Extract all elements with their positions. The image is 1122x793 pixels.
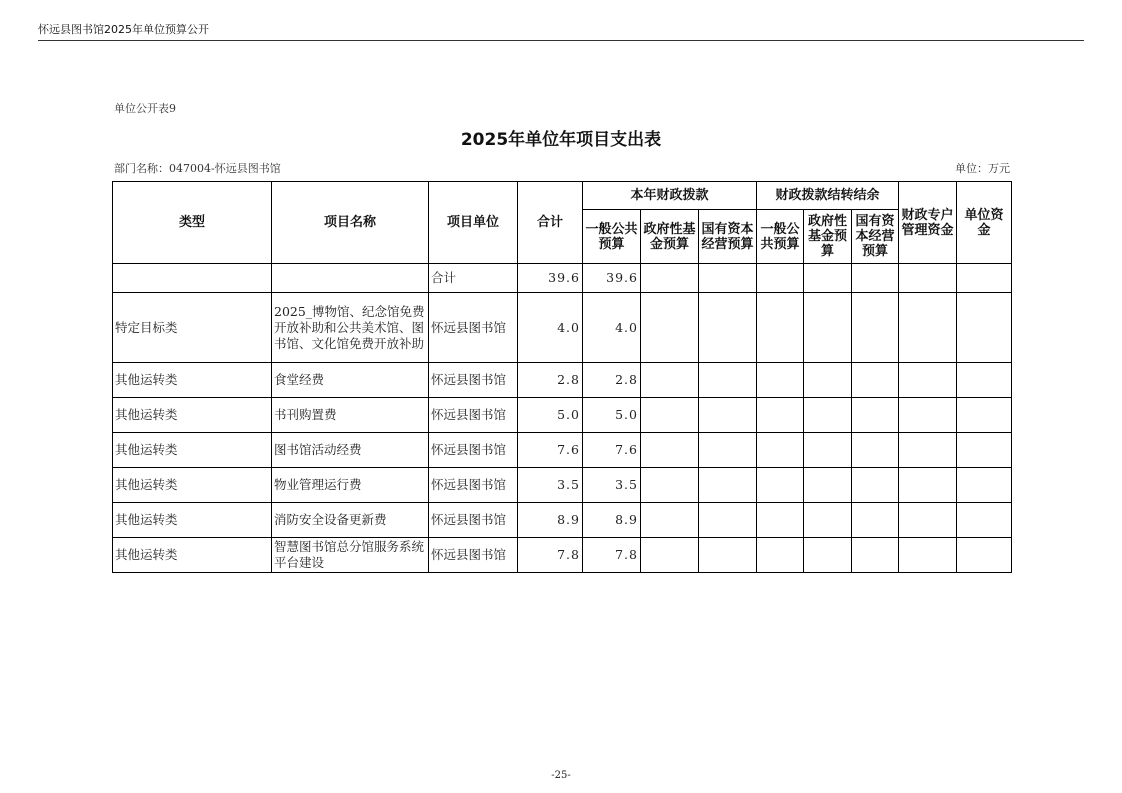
total-row-cy-general: 39.6 xyxy=(583,264,641,293)
row-cy-general: 8.9 xyxy=(583,503,641,538)
row-type: 其他运转类 xyxy=(113,398,272,433)
header-cy-general-budget: 一般公共预算 xyxy=(583,210,641,264)
header-co-state-capital-budget: 国有资本经营预算 xyxy=(852,210,899,264)
row-cy-general: 3.5 xyxy=(583,468,641,503)
row-type: 其他运转类 xyxy=(113,433,272,468)
total-row xyxy=(113,264,1012,293)
header-type: 类型 xyxy=(113,182,272,264)
unit-label: 单位：万元 xyxy=(955,162,1010,175)
row-total: 4.0 xyxy=(518,293,583,363)
row-total: 8.9 xyxy=(518,503,583,538)
row-project-name: 消防安全设备更新费 xyxy=(272,503,429,538)
page-header: 怀远县图书馆2025年单位预算公开 xyxy=(38,23,209,36)
row-project-unit: 怀远县图书馆 xyxy=(429,503,518,538)
header-divider xyxy=(38,40,1084,41)
row-project-unit: 怀远县图书馆 xyxy=(429,433,518,468)
row-project-unit: 怀远县图书馆 xyxy=(429,468,518,503)
row-type: 其他运转类 xyxy=(113,363,272,398)
row-total: 2.8 xyxy=(518,363,583,398)
row-project-name: 书刊购置费 xyxy=(272,398,429,433)
header-total: 合计 xyxy=(518,182,583,264)
header-carryover-balance: 财政拨款结转结余 xyxy=(757,182,899,210)
row-type: 特定目标类 xyxy=(113,293,272,363)
table-row xyxy=(113,538,1012,573)
row-project-name: 物业管理运行费 xyxy=(272,468,429,503)
row-type: 其他运转类 xyxy=(113,468,272,503)
page-number: -25- xyxy=(551,770,571,781)
header-cy-gov-fund-budget: 政府性基金预算 xyxy=(641,210,699,264)
row-project-unit: 怀远县图书馆 xyxy=(429,398,518,433)
total-row-total: 39.6 xyxy=(518,264,583,293)
row-project-unit: 怀远县图书馆 xyxy=(429,538,518,573)
row-project-unit: 怀远县图书馆 xyxy=(429,293,518,363)
row-cy-general: 7.8 xyxy=(583,538,641,573)
header-current-year-appropriation: 本年财政拨款 xyxy=(583,182,757,210)
header-cy-state-capital-budget: 国有资本经营预算 xyxy=(699,210,757,264)
header-unit-fund: 单位资金 xyxy=(957,182,1012,264)
row-total: 3.5 xyxy=(518,468,583,503)
table-row xyxy=(113,398,1012,433)
department-label: 部门名称：047004-怀远县图书馆 xyxy=(114,162,281,175)
row-type: 其他运转类 xyxy=(113,503,272,538)
row-project-name: 2025_博物馆、纪念馆免费开放补助和公共美术馆、图书馆、文化馆免费开放补助 xyxy=(272,293,429,363)
row-cy-general: 4.0 xyxy=(583,293,641,363)
table-row xyxy=(113,293,1012,363)
table-row xyxy=(113,363,1012,398)
row-project-unit: 怀远县图书馆 xyxy=(429,363,518,398)
form-code: 单位公开表9 xyxy=(114,102,176,115)
header-project-name: 项目名称 xyxy=(272,182,429,264)
row-type: 其他运转类 xyxy=(113,538,272,573)
row-total: 5.0 xyxy=(518,398,583,433)
table-row xyxy=(113,433,1012,468)
row-cy-general: 5.0 xyxy=(583,398,641,433)
header-special-account-fund: 财政专户管理资金 xyxy=(899,182,957,264)
row-cy-general: 2.8 xyxy=(583,363,641,398)
table-row xyxy=(113,503,1012,538)
table-row xyxy=(113,468,1012,503)
header-co-general-budget: 一般公共预算 xyxy=(757,210,804,264)
table-title: 2025年单位年项目支出表 xyxy=(460,130,662,150)
header-co-gov-fund-budget: 政府性基金预算 xyxy=(804,210,852,264)
row-total: 7.6 xyxy=(518,433,583,468)
row-cy-general: 7.6 xyxy=(583,433,641,468)
project-expenditure-table xyxy=(112,181,1012,573)
total-row-label: 合计 xyxy=(429,264,518,293)
row-project-name: 图书馆活动经费 xyxy=(272,433,429,468)
row-project-name: 智慧图书馆总分馆服务系统平台建设 xyxy=(272,538,429,573)
header-project-unit: 项目单位 xyxy=(429,182,518,264)
row-total: 7.8 xyxy=(518,538,583,573)
row-project-name: 食堂经费 xyxy=(272,363,429,398)
